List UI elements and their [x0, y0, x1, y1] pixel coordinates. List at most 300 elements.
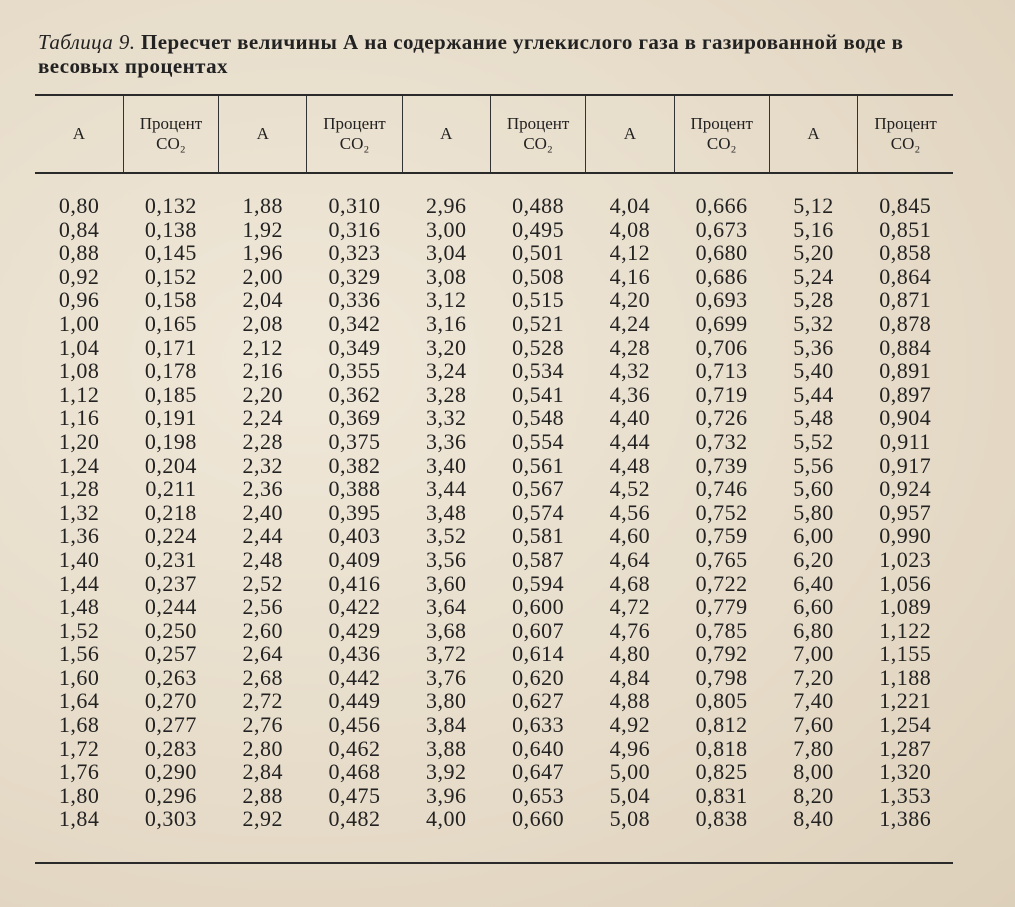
- cell-co2-percent: 1,353: [879, 782, 932, 808]
- cell-co2-percent: 0,152: [144, 263, 197, 289]
- cell-co2-percent: 0,429: [328, 617, 381, 643]
- cell-a-value: 0,88: [58, 240, 100, 266]
- cell-a-value: 2,64: [242, 641, 283, 667]
- cell-a-value: 4,48: [609, 452, 651, 478]
- cell-co2-percent: 0,666: [695, 193, 748, 218]
- cell-a-value: 1,00: [58, 310, 100, 336]
- cell-co2-percent: 0,501: [512, 240, 565, 266]
- cell-co2-percent: 0,257: [144, 641, 197, 667]
- cell-co2-percent: 0,739: [695, 452, 748, 478]
- table-row: [35, 784, 953, 808]
- cell-co2-percent: 0,614: [512, 641, 565, 667]
- cell-a-value: 2,24: [242, 405, 283, 431]
- cell-co2-percent: 0,785: [695, 617, 748, 643]
- cell-a-value: 4,36: [609, 381, 651, 407]
- cell-co2-percent: 0,871: [879, 287, 932, 313]
- cell-co2-percent: 0,845: [879, 193, 932, 218]
- cell-co2-percent: 0,336: [328, 287, 381, 313]
- cell-co2-percent: 0,468: [328, 759, 381, 785]
- cell-co2-percent: 0,515: [512, 287, 565, 313]
- header-row: [35, 96, 953, 172]
- cell-co2-percent: 0,165: [144, 310, 197, 336]
- cell-a-value: 1,44: [58, 570, 100, 596]
- cell-co2-percent: 0,191: [144, 405, 197, 431]
- cell-a-value: 1,24: [58, 452, 100, 478]
- cell-co2-percent: 0,375: [328, 428, 381, 454]
- cell-a-value: 8,20: [793, 782, 834, 808]
- cell-a-value: 4,32: [609, 358, 651, 384]
- cell-co2-percent: 0,521: [512, 310, 565, 336]
- cell-co2-percent: 0,792: [695, 641, 748, 667]
- cell-co2-percent: 0,290: [144, 759, 197, 785]
- table-row: [35, 760, 953, 784]
- header-a: А: [769, 96, 857, 172]
- cell-co2-percent: 0,990: [879, 523, 932, 549]
- cell-co2-percent: 0,158: [144, 287, 197, 313]
- cell-co2-percent: 0,640: [512, 735, 565, 761]
- cell-a-value: 2,80: [242, 735, 283, 761]
- cell-a-value: 3,52: [426, 523, 467, 549]
- cell-co2-percent: 0,812: [695, 712, 748, 738]
- cell-co2-percent: 1,056: [879, 570, 932, 596]
- table-row: [35, 666, 953, 690]
- cell-a-value: 1,40: [58, 546, 100, 572]
- cell-co2-percent: 0,382: [328, 452, 381, 478]
- conversion-table: [35, 96, 953, 831]
- cell-a-value: 0,96: [58, 287, 100, 313]
- cell-a-value: 5,04: [609, 782, 651, 808]
- cell-co2-percent: 0,554: [512, 428, 565, 454]
- cell-co2-percent: 1,254: [879, 712, 932, 738]
- cell-a-value: 1,28: [58, 476, 100, 502]
- cell-a-value: 2,96: [426, 193, 467, 218]
- table-row: [35, 336, 953, 360]
- table-row: [35, 619, 953, 643]
- table-row: [35, 454, 953, 478]
- cell-co2-percent: 0,355: [328, 358, 381, 384]
- cell-a-value: 2,40: [242, 499, 283, 525]
- cell-co2-percent: 0,581: [512, 523, 565, 549]
- cell-a-value: 1,80: [58, 782, 100, 808]
- cell-co2-percent: 0,858: [879, 240, 932, 266]
- table-row: [35, 383, 953, 407]
- cell-co2-percent: 1,023: [879, 546, 932, 572]
- cell-a-value: 6,20: [793, 546, 834, 572]
- cell-co2-percent: 0,277: [144, 712, 197, 738]
- cell-co2-percent: 0,693: [695, 287, 748, 313]
- cell-co2-percent: 0,818: [695, 735, 748, 761]
- cell-co2-percent: 0,884: [879, 334, 932, 360]
- table-row: [35, 430, 953, 454]
- cell-a-value: 4,88: [609, 688, 651, 714]
- cell-a-value: 2,00: [242, 263, 283, 289]
- cell-co2-percent: 0,462: [328, 735, 381, 761]
- table-row: [35, 406, 953, 430]
- cell-a-value: 1,96: [242, 240, 283, 266]
- table-row: [35, 689, 953, 713]
- cell-a-value: 3,44: [426, 476, 467, 502]
- cell-co2-percent: 0,283: [144, 735, 197, 761]
- cell-co2-percent: 0,706: [695, 334, 748, 360]
- cell-a-value: 5,40: [793, 358, 834, 384]
- cell-co2-percent: 0,548: [512, 405, 565, 431]
- header-a: А: [586, 96, 674, 172]
- table-row: [35, 241, 953, 265]
- cell-a-value: 8,40: [793, 806, 834, 832]
- cell-co2-percent: 1,221: [879, 688, 932, 714]
- cell-co2-percent: 0,482: [328, 806, 381, 832]
- cell-a-value: 2,48: [242, 546, 283, 572]
- cell-a-value: 4,44: [609, 428, 651, 454]
- cell-a-value: 7,80: [793, 735, 834, 761]
- cell-a-value: 1,32: [58, 499, 100, 525]
- cell-a-value: 1,92: [242, 216, 283, 242]
- table-row: [35, 312, 953, 336]
- cell-co2-percent: 0,838: [695, 806, 748, 832]
- cell-co2-percent: 0,587: [512, 546, 565, 572]
- cell-co2-percent: 0,250: [144, 617, 197, 643]
- cell-co2-percent: 0,574: [512, 499, 565, 525]
- cell-co2-percent: 0,388: [328, 476, 381, 502]
- cell-a-value: 1,36: [58, 523, 100, 549]
- cell-co2-percent: 0,362: [328, 381, 381, 407]
- cell-co2-percent: 0,409: [328, 546, 381, 572]
- cell-co2-percent: 0,627: [512, 688, 565, 714]
- cell-a-value: 3,64: [426, 594, 467, 620]
- cell-co2-percent: 0,904: [879, 405, 932, 431]
- cell-a-value: 2,36: [242, 476, 283, 502]
- cell-co2-percent: 0,316: [328, 216, 381, 242]
- cell-a-value: 3,16: [426, 310, 467, 336]
- cell-a-value: 3,40: [426, 452, 467, 478]
- header-a: А: [219, 96, 307, 172]
- cell-a-value: 2,52: [242, 570, 283, 596]
- cell-co2-percent: 0,607: [512, 617, 565, 643]
- cell-a-value: 2,32: [242, 452, 283, 478]
- cell-a-value: 4,52: [609, 476, 651, 502]
- cell-co2-percent: 0,911: [879, 428, 931, 454]
- cell-a-value: 2,12: [242, 334, 283, 360]
- table-row: [35, 501, 953, 525]
- cell-a-value: 4,84: [609, 664, 651, 690]
- cell-a-value: 7,40: [793, 688, 834, 714]
- cell-a-value: 4,96: [609, 735, 651, 761]
- cell-co2-percent: 0,653: [512, 782, 565, 808]
- table-row: [35, 524, 953, 548]
- cell-a-value: 6,80: [793, 617, 834, 643]
- cell-a-value: 2,84: [242, 759, 283, 785]
- cell-co2-percent: 0,296: [144, 782, 197, 808]
- cell-a-value: 3,36: [426, 428, 467, 454]
- cell-a-value: 1,56: [58, 641, 100, 667]
- cell-co2-percent: 0,805: [695, 688, 748, 714]
- cell-co2-percent: 0,303: [144, 806, 197, 832]
- cell-co2-percent: 0,416: [328, 570, 381, 596]
- cell-co2-percent: 0,567: [512, 476, 565, 502]
- cell-a-value: 1,48: [58, 594, 100, 620]
- cell-a-value: 5,12: [793, 193, 834, 218]
- cell-co2-percent: 0,369: [328, 405, 381, 431]
- cell-a-value: 5,56: [793, 452, 834, 478]
- cell-co2-percent: 0,719: [695, 381, 748, 407]
- cell-a-value: 6,40: [793, 570, 834, 596]
- cell-co2-percent: 0,329: [328, 263, 381, 289]
- cell-a-value: 4,72: [609, 594, 651, 620]
- cell-a-value: 5,00: [609, 759, 651, 785]
- cell-co2-percent: 0,686: [695, 263, 748, 289]
- cell-co2-percent: 0,917: [879, 452, 932, 478]
- cell-a-value: 1,16: [58, 405, 100, 431]
- cell-co2-percent: 0,211: [145, 476, 197, 502]
- bottom-rule: [35, 862, 953, 864]
- cell-a-value: 4,16: [609, 263, 651, 289]
- cell-a-value: 3,72: [426, 641, 467, 667]
- cell-co2-percent: 0,633: [512, 712, 565, 738]
- cell-co2-percent: 0,660: [512, 806, 565, 832]
- cell-a-value: 3,00: [426, 216, 467, 242]
- table-row: [35, 218, 953, 242]
- cell-a-value: 3,20: [426, 334, 467, 360]
- header-percent-co2: Процент CO₂: [123, 96, 218, 172]
- cell-co2-percent: 0,851: [879, 216, 932, 242]
- cell-a-value: 3,60: [426, 570, 467, 596]
- cell-co2-percent: 0,395: [328, 499, 381, 525]
- cell-a-value: 8,00: [793, 759, 834, 785]
- caption-label: Таблица 9.: [38, 30, 136, 54]
- cell-a-value: 6,00: [793, 523, 834, 549]
- cell-a-value: 3,88: [426, 735, 467, 761]
- cell-a-value: 6,60: [793, 594, 834, 620]
- cell-co2-percent: 0,218: [144, 499, 197, 525]
- cell-co2-percent: 1,122: [879, 617, 932, 643]
- cell-a-value: 1,88: [242, 193, 283, 218]
- cell-a-value: 2,72: [242, 688, 283, 714]
- cell-co2-percent: 0,726: [695, 405, 748, 431]
- table-row: [35, 265, 953, 289]
- cell-a-value: 0,92: [58, 263, 100, 289]
- cell-co2-percent: 0,456: [328, 712, 381, 738]
- cell-a-value: 2,60: [242, 617, 283, 643]
- cell-co2-percent: 0,897: [879, 381, 932, 407]
- cell-co2-percent: 0,798: [695, 664, 748, 690]
- cell-co2-percent: 0,647: [512, 759, 565, 785]
- table-row: [35, 477, 953, 501]
- header-percent-co2: Процент CO₂: [674, 96, 769, 172]
- cell-co2-percent: 0,746: [695, 476, 748, 502]
- cell-co2-percent: 1,188: [879, 664, 932, 690]
- cell-a-value: 2,92: [242, 806, 283, 832]
- cell-co2-percent: 0,508: [512, 263, 565, 289]
- cell-co2-percent: 0,403: [328, 523, 381, 549]
- cell-a-value: 5,20: [793, 240, 834, 266]
- cell-a-value: 3,08: [426, 263, 467, 289]
- cell-a-value: 4,60: [609, 523, 651, 549]
- cell-a-value: 5,08: [609, 806, 651, 832]
- cell-a-value: 3,32: [426, 405, 467, 431]
- cell-co2-percent: 0,528: [512, 334, 565, 360]
- cell-co2-percent: 0,779: [695, 594, 748, 620]
- table-row: [35, 737, 953, 761]
- cell-a-value: 2,16: [242, 358, 283, 384]
- cell-a-value: 5,48: [793, 405, 834, 431]
- cell-a-value: 4,40: [609, 405, 651, 431]
- cell-co2-percent: 0,673: [695, 216, 748, 242]
- cell-a-value: 2,68: [242, 664, 283, 690]
- cell-a-value: 7,60: [793, 712, 834, 738]
- cell-co2-percent: 0,831: [695, 782, 748, 808]
- cell-co2-percent: 0,957: [879, 499, 932, 525]
- cell-co2-percent: 0,132: [144, 193, 197, 218]
- cell-co2-percent: 0,422: [328, 594, 381, 620]
- header-a: А: [402, 96, 490, 172]
- cell-co2-percent: 0,594: [512, 570, 565, 596]
- cell-a-value: 3,96: [426, 782, 467, 808]
- cell-co2-percent: 0,145: [144, 240, 197, 266]
- cell-a-value: 1,04: [58, 334, 100, 360]
- cell-a-value: 5,52: [793, 428, 834, 454]
- cell-co2-percent: 0,263: [144, 664, 197, 690]
- cell-a-value: 4,28: [609, 334, 651, 360]
- cell-a-value: 5,28: [793, 287, 834, 313]
- cell-co2-percent: 0,891: [879, 358, 932, 384]
- cell-a-value: 1,68: [58, 712, 100, 738]
- cell-a-value: 4,08: [609, 216, 651, 242]
- table-row: [35, 807, 953, 831]
- cell-co2-percent: 0,171: [144, 334, 197, 360]
- cell-co2-percent: 0,488: [512, 193, 565, 218]
- cell-co2-percent: 0,878: [879, 310, 932, 336]
- cell-co2-percent: 0,436: [328, 641, 381, 667]
- cell-co2-percent: 0,759: [695, 523, 748, 549]
- cell-co2-percent: 1,089: [879, 594, 932, 620]
- cell-co2-percent: 0,323: [328, 240, 381, 266]
- cell-co2-percent: 0,765: [695, 546, 748, 572]
- cell-a-value: 1,84: [58, 806, 100, 832]
- cell-co2-percent: 1,155: [879, 641, 932, 667]
- cell-co2-percent: 0,442: [328, 664, 381, 690]
- header-percent-co2: Процент CO₂: [490, 96, 585, 172]
- table-row: [35, 572, 953, 596]
- cell-a-value: 5,36: [793, 334, 834, 360]
- table-body: [35, 172, 953, 831]
- cell-a-value: 7,00: [793, 641, 834, 667]
- cell-a-value: 3,56: [426, 546, 467, 572]
- cell-a-value: 5,16: [793, 216, 834, 242]
- cell-a-value: 1,72: [58, 735, 100, 761]
- cell-co2-percent: 0,310: [328, 193, 381, 218]
- cell-a-value: 5,60: [793, 476, 834, 502]
- cell-co2-percent: 0,178: [144, 358, 197, 384]
- table-row: [35, 713, 953, 737]
- table-row: [35, 548, 953, 572]
- cell-co2-percent: 0,475: [328, 782, 381, 808]
- cell-co2-percent: 0,600: [512, 594, 565, 620]
- cell-co2-percent: 0,495: [512, 216, 565, 242]
- cell-a-value: 2,20: [242, 381, 283, 407]
- cell-a-value: 4,68: [609, 570, 651, 596]
- cell-a-value: 3,24: [426, 358, 467, 384]
- cell-co2-percent: 0,534: [512, 358, 565, 384]
- cell-a-value: 2,08: [242, 310, 283, 336]
- cell-co2-percent: 0,752: [695, 499, 748, 525]
- cell-co2-percent: 0,342: [328, 310, 381, 336]
- cell-a-value: 1,52: [58, 617, 100, 643]
- table-caption: [38, 30, 978, 78]
- cell-co2-percent: 0,349: [328, 334, 381, 360]
- cell-a-value: 1,12: [58, 381, 100, 407]
- cell-co2-percent: 0,541: [512, 381, 565, 407]
- cell-a-value: 4,12: [609, 240, 651, 266]
- cell-co2-percent: 0,185: [144, 381, 197, 407]
- cell-co2-percent: 0,680: [695, 240, 748, 266]
- cell-a-value: 1,64: [58, 688, 100, 714]
- cell-a-value: 4,76: [609, 617, 651, 643]
- cell-a-value: 4,64: [609, 546, 651, 572]
- cell-co2-percent: 0,620: [512, 664, 565, 690]
- cell-a-value: 4,00: [426, 806, 467, 832]
- cell-co2-percent: 1,287: [879, 735, 932, 761]
- cell-a-value: 4,80: [609, 641, 651, 667]
- cell-co2-percent: 0,224: [144, 523, 197, 549]
- cell-co2-percent: 1,386: [879, 806, 932, 832]
- cell-a-value: 2,76: [242, 712, 283, 738]
- caption-title: Пересчет величины А на содержание углекислого газа в газированной воде в весовых процентах: [38, 30, 904, 78]
- header-percent-co2: Процент CO₂: [307, 96, 402, 172]
- cell-a-value: 5,44: [793, 381, 834, 407]
- cell-a-value: 3,92: [426, 759, 467, 785]
- cell-a-value: 2,04: [242, 287, 283, 313]
- cell-a-value: 0,84: [58, 216, 100, 242]
- cell-co2-percent: 0,864: [879, 263, 932, 289]
- cell-co2-percent: 0,722: [695, 570, 748, 596]
- cell-co2-percent: 0,237: [144, 570, 197, 596]
- cell-a-value: 2,88: [242, 782, 283, 808]
- cell-a-value: 1,20: [58, 428, 100, 454]
- cell-a-value: 2,56: [242, 594, 283, 620]
- cell-a-value: 3,28: [426, 381, 467, 407]
- cell-co2-percent: 0,270: [144, 688, 197, 714]
- cell-a-value: 4,04: [609, 193, 651, 218]
- cell-a-value: 0,80: [58, 193, 100, 218]
- cell-a-value: 3,04: [426, 240, 467, 266]
- header-percent-co2: Процент CO₂: [858, 96, 953, 172]
- cell-a-value: 7,20: [793, 664, 834, 690]
- cell-a-value: 3,12: [426, 287, 467, 313]
- cell-co2-percent: 0,198: [144, 428, 197, 454]
- cell-a-value: 1,08: [58, 358, 100, 384]
- cell-a-value: 3,76: [426, 664, 467, 690]
- cell-co2-percent: 0,561: [512, 452, 565, 478]
- cell-a-value: 4,92: [609, 712, 651, 738]
- cell-co2-percent: 0,138: [144, 216, 197, 242]
- cell-a-value: 1,60: [58, 664, 100, 690]
- cell-a-value: 5,80: [793, 499, 834, 525]
- cell-a-value: 4,20: [609, 287, 651, 313]
- cell-a-value: 4,56: [609, 499, 651, 525]
- cell-co2-percent: 0,825: [695, 759, 748, 785]
- table-row: [35, 642, 953, 666]
- cell-a-value: 5,24: [793, 263, 834, 289]
- table-row: [35, 172, 953, 218]
- header-a: А: [72, 124, 86, 143]
- cell-co2-percent: 0,924: [879, 476, 932, 502]
- cell-a-value: 3,48: [426, 499, 467, 525]
- table-row: [35, 359, 953, 383]
- table-row: [35, 595, 953, 619]
- cell-a-value: 1,76: [58, 759, 100, 785]
- cell-a-value: 2,28: [242, 428, 283, 454]
- cell-a-value: 3,80: [426, 688, 467, 714]
